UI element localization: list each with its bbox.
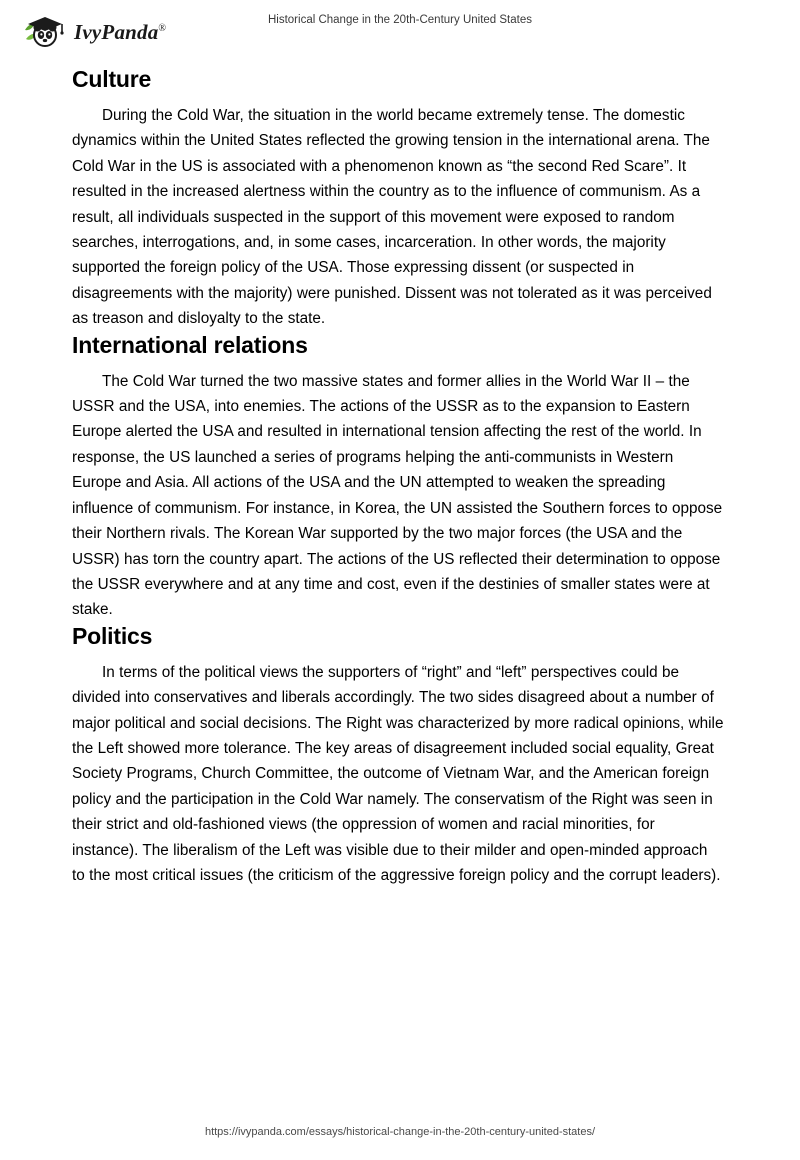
source-url-link[interactable]: https://ivypanda.com/essays/historical-change-in-the-20th-century-united-states/ (204, 1126, 596, 1138)
page-footer (0, 1126, 800, 1138)
section-paragraph-international-relations: The Cold War turned the two massive states and former allies in the World War II – the USSR and the USA, into enemies. The actions of the USSR as to the expansion to Eastern Europe alerted the USA and resulted in international tension affecting the rest of the world. In response, the US launched a series of programs helping the anti-communists in Western Europe and Asia. All actions of the USA and the UN attempted to weaken the spreading influence of communism. For instance, in Korea, the UN assisted the Southern forces to oppose their Northern rivals. The Korean War supported by the two major forces (the USA and the USSR) has torn the country apart. The actions of the US reflected their determination to oppose the USSR everywhere and at any time and cost, even if the destinies of smaller states were at stake. (72, 372, 723, 619)
page-title: Historical Change in the 20th-Century United States (267, 14, 532, 26)
brand-name-text: IvyPanda (74, 19, 159, 44)
section-heading-international-relations: International relations (72, 331, 308, 358)
section-heading-politics: Politics (72, 622, 153, 649)
section-paragraph-culture: During the Cold War, the situation in the world became extremely tense. The domestic dynamics within the United States reflected the growing tension in the international arena. The Cold War in the US is associated with a phenomenon known as “the second Red Scare”. It resulted in the increased alertness within the country as to the influence of communism. As a result, all individuals suspected in the support of this movement were exposed to random searches, interrogations, and, in some cases, incarceration. In other words, the majority supported the foreign policy of the USA. Those expressing dissent (or suspected in disagreements with the majority) were punished. Dissent was not tolerated as it was perceived as treason and disloyalty to the state. (72, 107, 712, 328)
section-heading-culture: Culture (72, 66, 152, 92)
page-header (0, 0, 800, 58)
registered-mark: ® (158, 22, 167, 34)
document-body (72, 66, 724, 888)
section-paragraph-politics: In terms of the political views the supporters of “right” and “left” perspectives could be divided into conservatives and liberals accordingly. The two sides disagreed about a number of major political and social decisions. The Right was characterized by more radical opinions, while the Left showed more tolerance. The key areas of disagreement included social equality, Great Society Programs, Church Committee, the outcome of Vietnam War, and the American foreign policy and the participation in the Cold War namely. The conservatism of the Right was seen in their strict and old-fashioned views (the oppression of women and racial minorities, for instance). The liberalism of the Left was visible due to their milder and open-minded approach to the most critical issues (the criticism of the aggressive foreign policy and the corrupt leaders). (72, 663, 724, 884)
